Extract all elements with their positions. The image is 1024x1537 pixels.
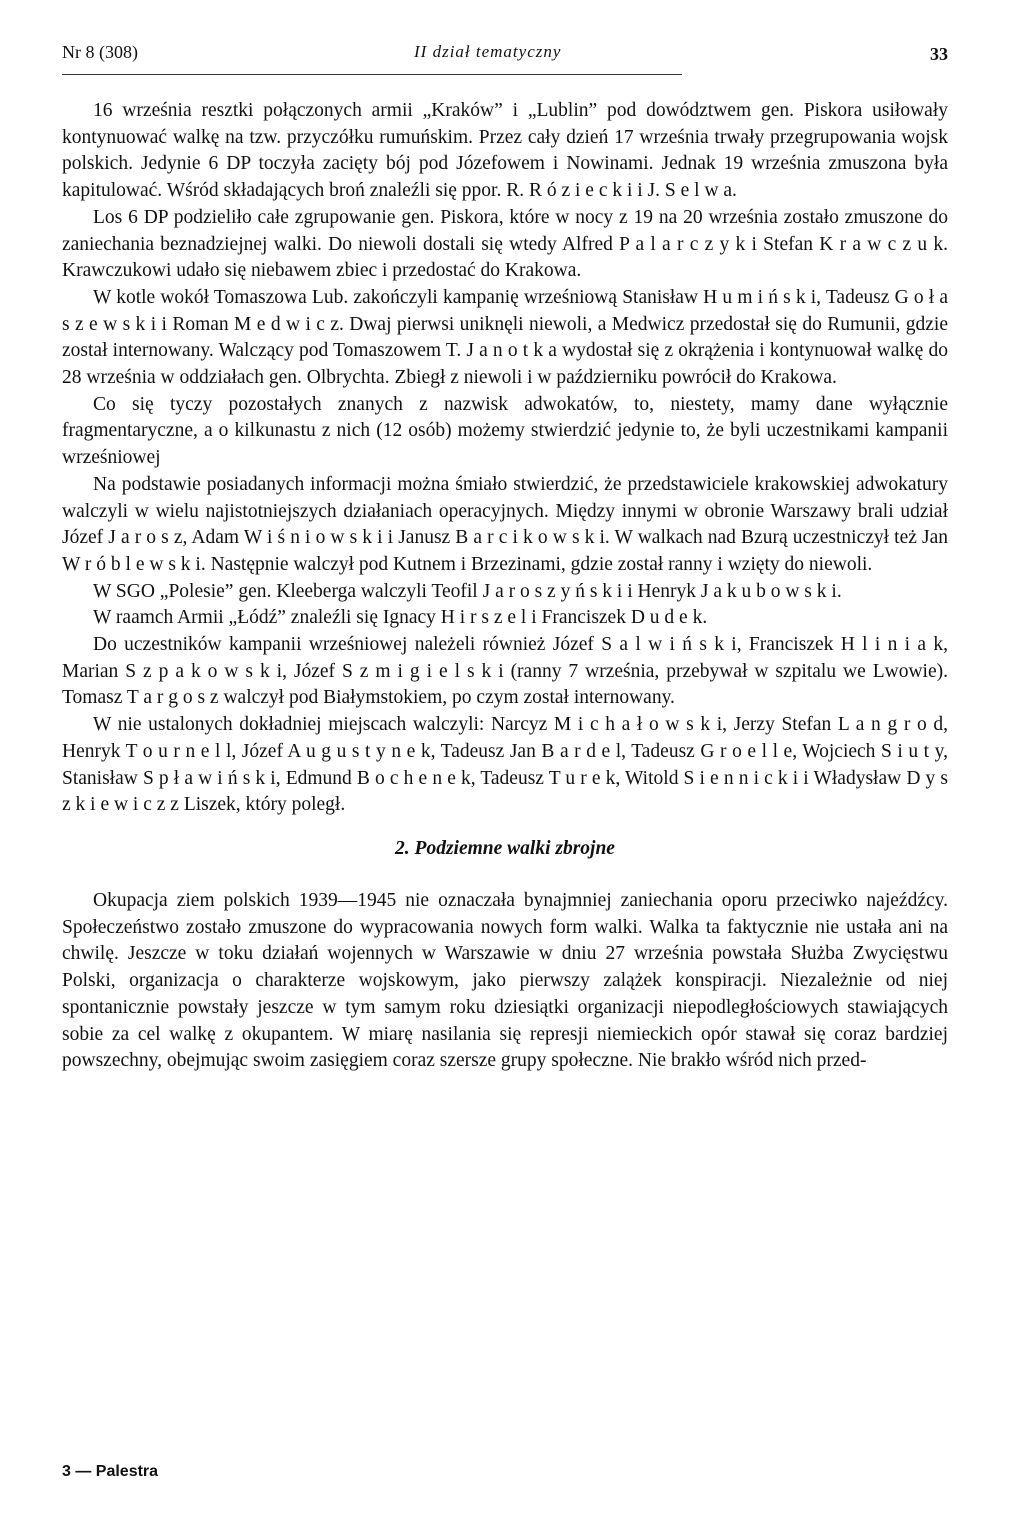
section-heading: 2. Podziemne walki zbrojne (395, 838, 615, 859)
section-title: II dział tematyczny (414, 42, 562, 61)
page-header (62, 42, 948, 68)
paragraph: W raamch Armii „Łódź” znaleźli się Ignacy H i r s z e l i Franciszek D u d e k. (93, 607, 708, 629)
issue-number: Nr 8 (308) (62, 42, 138, 62)
page-number: 33 (930, 44, 948, 64)
paragraph: W SGO „Polesie” gen. Kleeberga walczyli Teofil J a r o s z y ń s k i i Henryk J a k u b o w s k i. (93, 580, 842, 602)
body-text-lower (62, 888, 948, 1075)
header-rule (62, 74, 682, 75)
paragraph: W nie ustalonych dokładniej miejscach walczyli: Narcyz M i c h a ł o w s k i, Jerzy Stefan L a n g r o d, Henryk T o u r n e l l, Józef A u g u s t y n e k, Tadeusz Jan B a r d e l, Tadeusz G r o e l l e, Wojciech S i u t y, Stanisław S p ł a w i ń s k i, Edmund B o c h e n e k, Tadeusz T u r e k, Witold S i e n n i c k i i Władysław D y s z k i e w i c z z Liszek, który poległ. (62, 714, 948, 816)
paragraph: Los 6 DP podzieliło całe zgrupowanie gen. Piskora, które w nocy z 19 na 20 września zostało zmuszone do zaniechania beznadziejnej walki. Do niewoli dostali się wtedy Alfred P a l a r c z y k i Stefan K r a w c z u k. Krawczukowi udało się niebawem zbiec i przedostać do Krakowa. (62, 206, 948, 282)
paragraph: Co się tyczy pozostałych znanych z nazwisk adwokatów, to, niestety, mamy dane wyłącznie fragmentaryczne, a o kilkunastu z nich (12 osób) możemy stwierdzić jedynie to, że byli uczestnikami kampanii wrześniowej (62, 393, 948, 469)
paragraph: 16 września resztki połączonych armii „Kraków” i „Lublin” pod dowództwem gen. Piskora usiłowały kontynuować walkę na tzw. przyczółku rumuńskim. Przez cały dzień 17 września trwały przegrupowania wojsk polskich. Jedynie 6 DP toczyła zacięty bój pod Józefowem i Nowinami. Jednak 19 września zmuszona była kapitulować. Wśród składających broń znaleźli się ppor. R. R ó z i e c k i i J. S e l w a. (62, 100, 948, 202)
paragraph: Do uczestników kampanii wrześniowej należeli również Józef S a l w i ń s k i, Franciszek H l i n i a k, Marian S z p a k o w s k i, Józef S z m i g i e l s k i (ranny 7 września, przebywał w szpitalu we Lwowie). Tomasz T a r g o s z walczył pod Białymstokiem, po czym został internowany. (62, 634, 948, 709)
paragraph: Na podstawie posiadanych informacji można śmiało stwierdzić, że przedstawiciele krakowskiej adwokatury walczyli w wielu najistotniejszych działaniach operacyjnych. Między innymi w obronie Warszawy brali udział Józef J a r o s z, Adam W i ś n i o w s k i i Janusz B a r c i k o w s k i. W walkach nad Bzurą uczestniczył też Jan W r ó b l e w s k i. Następnie walczył pod Kutnem i Brzezinami, gdzie został ranny i wzięty do niewoli. (62, 473, 948, 575)
paragraph: W kotle wokół Tomaszowa Lub. zakończyli kampanię wrześniową Stanisław H u m i ń s k i, Tadeusz G o ł a s z e w s k i i Roman M e d w i c z. Dwaj pierwsi uniknęli niewoli, a Medwicz przedostał się do Rumunii, gdzie został internowany. Walczący pod Tomaszowem T. J a n o t k a wydostał się z okrążenia i kontynuował walkę do 28 września w oddziałach gen. Olbrychta. Zbiegł z niewoli i w październiku powrócił do Krakowa. (62, 286, 948, 389)
paragraph: Okupacja ziem polskich 1939—1945 nie oznaczała bynajmniej zaniechania oporu przeciwko najeźdźcy. Społeczeństwo zostało zmuszone do wypracowania nowych form walki. Walka ta faktycznie nie ustała ani na chwilę. Jeszcze w toku działań wojennych w Warszawie w dniu 27 września powstała Służba Zwycięstwu Polski, organizacja o charakterze wojskowym, jako pierwszy zalążek konspiracji. Niezależnie od niej spontanicznie powstały jeszcze w tym samym roku dziesiątki organizacji niepodległościowych stawiających sobie za cel walkę z okupantem. W miarę nasilania się represji niemieckich opór stawał się coraz bardziej powszechny, obejmując swoim zasięgiem coraz szersze grupy społeczne. Nie brakło wśród nich przed- (62, 890, 948, 1072)
body-text-upper (62, 98, 948, 819)
page-footer: 3 — Palestra (62, 1463, 159, 1480)
